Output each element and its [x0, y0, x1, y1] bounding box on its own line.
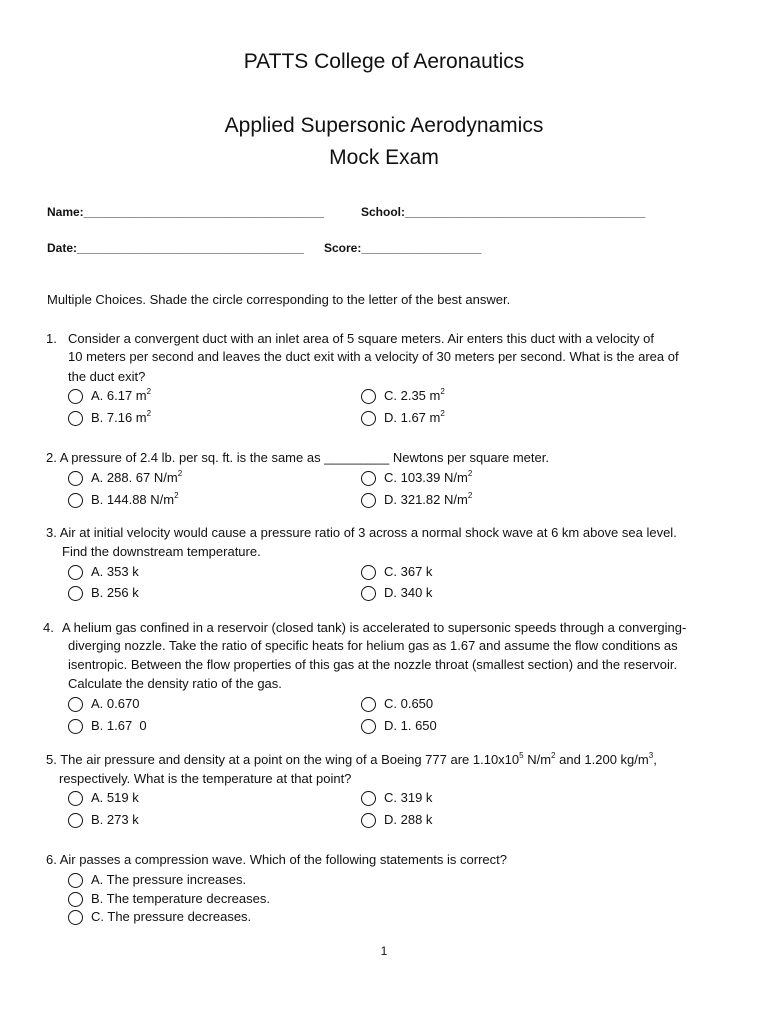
answer-circle-icon[interactable] [361, 565, 376, 580]
q6-text-line1: 6. Air passes a compression wave. Which of the following statements is correct? [46, 852, 507, 867]
q1-text-line2: 10 meters per second and leaves the duct exit with a velocity of 30 meters per second. What is the area of [68, 349, 679, 364]
option-label: B. 256 k [91, 585, 139, 600]
q6-option-b[interactable] [68, 889, 270, 909]
school-title: PATTS College of Aeronautics [243, 50, 525, 73]
q1-text-line3: the duct exit? [68, 369, 146, 384]
answer-circle-icon[interactable] [68, 493, 83, 508]
option-label: B. 144.88 $N/m^2$ [91, 491, 179, 507]
option-label: C. 367 k [384, 564, 433, 579]
answer-circle-icon[interactable] [361, 697, 376, 712]
answer-circle-icon[interactable] [68, 791, 83, 806]
q3-text-line1: 3. Air at initial velocity would cause a pressure ratio of 3 across a normal shock wave at 6 km above sea level. [46, 525, 677, 540]
option-label: B. 273 k [91, 812, 139, 827]
instructions: Multiple Choices. Shade the circle corresponding to the letter of the best answer. [47, 292, 511, 307]
q3-option-a[interactable] [68, 562, 139, 582]
answer-circle-icon[interactable] [361, 471, 376, 486]
answer-circle-icon[interactable] [68, 892, 83, 907]
q5-option-c[interactable] [361, 788, 432, 808]
q3-option-c[interactable] [361, 562, 432, 582]
q5-text-line1: 5. The air pressure and density at a point on the wing of a Boeing 777 are $1.10x10^5$ $N/m^2$ and 1.200 $kg/m^3$, [46, 751, 657, 767]
answer-circle-icon[interactable] [361, 586, 376, 601]
q2-option-d[interactable] [361, 490, 472, 510]
q5-text-line2: respectively. What is the temperature at that point? [59, 771, 352, 786]
answer-circle-icon[interactable] [68, 471, 83, 486]
option-label: B. The temperature decreases. [91, 891, 270, 906]
q1-option-d[interactable] [361, 408, 445, 428]
answer-circle-icon[interactable] [68, 697, 83, 712]
q2-option-c[interactable] [361, 468, 472, 488]
q6-option-c[interactable] [68, 907, 251, 927]
option-label: A. 519 k [91, 790, 139, 805]
option-label: D. 1.67 $m^2$ [384, 409, 445, 425]
option-label: C. 0.650 [384, 696, 434, 711]
option-label: B. 1.67 0 [91, 718, 147, 733]
answer-circle-icon[interactable] [361, 411, 376, 426]
answer-circle-icon[interactable] [361, 719, 376, 734]
exam-title: Mock Exam [329, 146, 439, 169]
q5-option-d[interactable] [361, 810, 432, 830]
name-field[interactable]: Name:____________________________________ [47, 205, 324, 219]
q2-text-line1: 2. A pressure of 2.4 lb. per sq. ft. is the same as _________ Newtons per square meter. [46, 450, 549, 465]
answer-circle-icon[interactable] [361, 791, 376, 806]
q2-option-a[interactable] [68, 468, 182, 488]
option-label: D. 321.82 $N/m^2$ [384, 491, 473, 507]
answer-circle-icon[interactable] [361, 493, 376, 508]
q3-option-b[interactable] [68, 583, 139, 603]
option-label: A. The pressure increases. [91, 872, 247, 887]
option-label: C. The pressure decreases. [91, 909, 252, 924]
date-field[interactable]: Date:__________________________________ [47, 241, 304, 255]
q1-option-b[interactable] [68, 408, 151, 428]
option-label: B. 7.16 $m^2$ [91, 409, 152, 425]
subject-title: Applied Supersonic Aerodynamics [224, 114, 544, 137]
q4-text-line2: diverging nozzle. Take the ratio of specific heats for helium gas as 1.67 and assume the flow conditions as [68, 638, 678, 653]
answer-circle-icon[interactable] [361, 389, 376, 404]
option-label: C. 2.35 $m^2$ [384, 387, 445, 403]
option-label: D. 1. 650 [384, 718, 437, 733]
q6-option-a[interactable] [68, 870, 246, 890]
option-label: D. 340 k [384, 585, 433, 600]
answer-circle-icon[interactable] [68, 719, 83, 734]
q4-text-line3: isentropic. Between the flow properties of this gas at the nozzle throat (smallest section) and the reservoir. [68, 657, 678, 672]
q3-text-line2: Find the downstream temperature. [62, 544, 261, 559]
q5-option-b[interactable] [68, 810, 139, 830]
option-label: D. 288 k [384, 812, 433, 827]
q4-option-c[interactable] [361, 694, 433, 714]
q4-option-b[interactable] [68, 716, 147, 736]
option-label: A. 353 k [91, 564, 139, 579]
q1-number: 1. [46, 331, 57, 346]
school-field[interactable]: School:____________________________________ [361, 205, 646, 219]
q4-text-line4: Calculate the density ratio of the gas. [68, 676, 282, 691]
answer-circle-icon[interactable] [68, 813, 83, 828]
option-label: A. 6.17 $m^2$ [91, 387, 152, 403]
q5-option-a[interactable] [68, 788, 139, 808]
answer-circle-icon[interactable] [68, 411, 83, 426]
q1-option-a[interactable] [68, 386, 151, 406]
q4-option-d[interactable] [361, 716, 437, 736]
q1-text-line1: Consider a convergent duct with an inlet area of 5 square meters. Air enters this duct with a velocity of [68, 331, 655, 346]
q3-option-d[interactable] [361, 583, 432, 603]
option-label: C. 103.39 $N/m^2$ [384, 469, 473, 485]
q4-text-line1: A helium gas confined in a reservoir (closed tank) is accelerated to supersonic speeds through a converging- [62, 620, 687, 635]
q4-number: 4. [43, 620, 54, 635]
answer-circle-icon[interactable] [68, 873, 83, 888]
option-label: C. 319 k [384, 790, 433, 805]
answer-circle-icon[interactable] [68, 910, 83, 925]
answer-circle-icon[interactable] [68, 565, 83, 580]
answer-circle-icon[interactable] [68, 389, 83, 404]
page-number: 1 [380, 944, 388, 958]
q1-option-c[interactable] [361, 386, 445, 406]
option-label: A. 288. 67 $N/m^2$ [91, 469, 183, 485]
answer-circle-icon[interactable] [361, 813, 376, 828]
answer-circle-icon[interactable] [68, 586, 83, 601]
q2-option-b[interactable] [68, 490, 179, 510]
score-field[interactable]: Score:__________________ [324, 241, 482, 255]
q4-option-a[interactable] [68, 694, 139, 714]
option-label: A. 0.670 [91, 696, 140, 711]
